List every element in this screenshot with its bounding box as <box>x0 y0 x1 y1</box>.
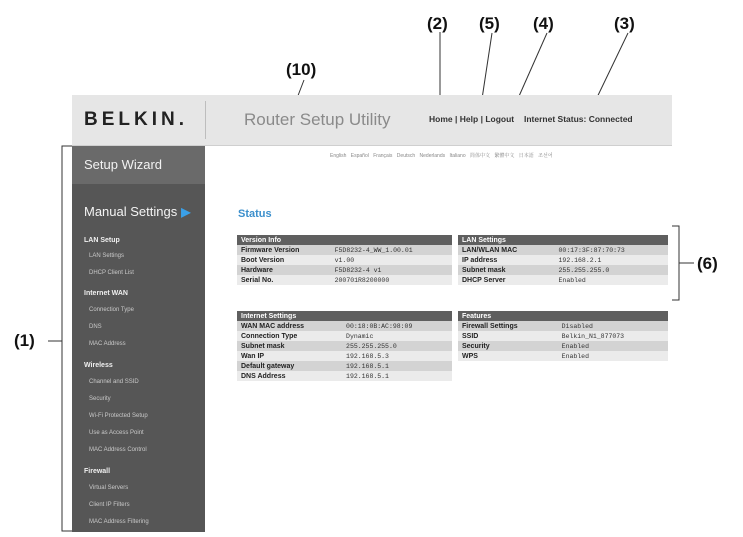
table-value: 255.255.255.0 <box>342 341 452 351</box>
sidebar-group-internet-wan: Internet WAN <box>84 290 128 297</box>
manual-settings-button[interactable] <box>84 204 190 219</box>
table-value: Belkin_N1_877073 <box>558 331 668 341</box>
version-info-table <box>237 235 452 285</box>
table-value: Dynamic <box>342 331 452 341</box>
callout-1: (1) <box>14 331 35 350</box>
table-key: Boot Version <box>237 255 331 265</box>
table-value: 255.255.255.0 <box>555 265 668 275</box>
table-key: Hardware <box>237 265 331 275</box>
table-value: Enabled <box>558 351 668 361</box>
table-key: DHCP Server <box>458 275 555 285</box>
table-value: 192.168.5.1 <box>342 371 452 381</box>
table-value: 00:18:0B:AC:98:09 <box>342 321 452 331</box>
lan-settings-table <box>458 235 668 285</box>
sidebar-item-wps[interactable]: Wi-Fi Protected Setup <box>89 413 148 419</box>
table-key: WAN MAC address <box>237 321 342 331</box>
link-separator: | <box>480 114 483 124</box>
table-value: F5D8232-4 v1 <box>331 265 452 275</box>
help-link[interactable]: Help <box>459 114 479 124</box>
sidebar-item-dns[interactable]: DNS <box>89 324 102 330</box>
sidebar-item-security[interactable]: Security <box>89 396 111 402</box>
sidebar-item-mac-address[interactable]: MAC Address <box>89 341 126 347</box>
page-title: Status <box>238 208 272 220</box>
app-title: Router Setup Utility <box>244 110 391 129</box>
header-divider <box>205 101 206 139</box>
home-link[interactable]: Home <box>429 114 453 124</box>
sidebar-group-lan-setup: LAN Setup <box>84 237 120 244</box>
features-table <box>458 311 668 361</box>
table-key: Security <box>458 341 558 351</box>
table-key: LAN/WLAN MAC <box>458 245 555 255</box>
table-key: WPS <box>458 351 558 361</box>
callout-3: (3) <box>614 14 635 33</box>
table-value: Disabled <box>558 321 668 331</box>
callout-4: (4) <box>533 14 554 33</box>
belkin-logo: BELKIN. <box>84 109 188 130</box>
sidebar-item-access-point[interactable]: Use as Access Point <box>89 430 144 436</box>
table-key: Wan IP <box>237 351 342 361</box>
table-value: Enabled <box>558 341 668 351</box>
arrow-right-icon: ▶ <box>181 205 191 219</box>
sidebar-item-mac-address-control[interactable]: MAC Address Control <box>89 447 147 453</box>
table-key: Firewall Settings <box>458 321 558 331</box>
table-value: 00:17:3F:87:70:73 <box>555 245 668 255</box>
sidebar <box>72 146 205 532</box>
sidebar-group-firewall: Firewall <box>84 468 111 475</box>
table-value: F5D8232-4_WW_1.00.01 <box>331 245 452 255</box>
top-links <box>429 114 514 124</box>
callout-2: (2) <box>427 14 448 33</box>
table-key: DNS Address <box>237 371 342 381</box>
table-value: v1.00 <box>331 255 452 265</box>
manual-settings-label: Manual Settings <box>84 204 178 219</box>
sidebar-item-client-ip-filters[interactable]: Client IP Filters <box>89 502 130 508</box>
table-key: Subnet mask <box>458 265 555 275</box>
internet-status: Internet Status: Connected <box>524 114 633 124</box>
sidebar-item-mac-address-filtering[interactable]: MAC Address Filtering <box>89 519 149 525</box>
sidebar-item-connection-type[interactable]: Connection Type <box>89 307 134 313</box>
table-value: 192.168.5.1 <box>342 361 452 371</box>
callout-6: (6) <box>697 254 718 273</box>
table-header: LAN Settings <box>458 235 668 245</box>
table-key: SSID <box>458 331 558 341</box>
table-value: Enabled <box>555 275 668 285</box>
callout-10: (10) <box>286 60 317 79</box>
sidebar-group-wireless: Wireless <box>84 362 113 369</box>
table-key: Serial No. <box>237 275 331 285</box>
table-key: Connection Type <box>237 331 342 341</box>
table-value: 200701R8200000 <box>331 275 452 285</box>
setup-wizard-label: Setup Wizard <box>84 157 163 172</box>
language-selector[interactable]: English Español Français Deutsch Nederlands Italiano 简体中文 繁體中文 日本語 조선어 <box>330 153 553 159</box>
sidebar-item-virtual-servers[interactable]: Virtual Servers <box>89 485 129 491</box>
table-value: 192.168.5.3 <box>342 351 452 361</box>
table-key: Subnet mask <box>237 341 342 351</box>
table-value: 192.168.2.1 <box>555 255 668 265</box>
setup-wizard-button[interactable] <box>72 146 205 184</box>
table-header: Version Info <box>237 235 452 245</box>
sidebar-item-dhcp-client-list[interactable]: DHCP Client List <box>89 270 134 276</box>
callout-5: (5) <box>479 14 500 33</box>
table-key: Firmware Version <box>237 245 331 255</box>
sidebar-item-channel-ssid[interactable]: Channel and SSID <box>89 379 139 385</box>
logout-link[interactable]: Logout <box>485 114 515 124</box>
link-separator: | <box>455 114 458 124</box>
table-key: IP address <box>458 255 555 265</box>
header-bar <box>72 95 672 146</box>
table-header: Internet Settings <box>237 311 452 321</box>
table-header: Features <box>458 311 668 321</box>
table-key: Default gateway <box>237 361 342 371</box>
internet-settings-table <box>237 311 452 381</box>
router-ui-screenshot <box>72 95 672 532</box>
sidebar-item-lan-settings[interactable]: LAN Settings <box>89 253 125 259</box>
